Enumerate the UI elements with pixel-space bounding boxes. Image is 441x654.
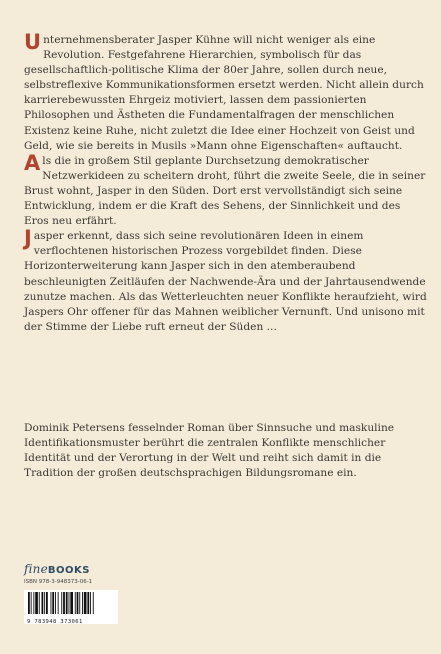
barcode-bar [84, 592, 87, 614]
barcode-bar [66, 592, 68, 614]
barcode-bar [70, 592, 73, 614]
barcode-bars-icon [27, 592, 109, 614]
dropcap-u: U [24, 30, 42, 54]
barcode-bar [93, 592, 94, 614]
barcode-bar [58, 592, 59, 614]
barcode-bar [87, 592, 89, 614]
barcode-bar [44, 592, 45, 614]
logo-books: BOOKS [47, 565, 90, 576]
blurb-paragraph-1 [24, 30, 428, 154]
barcode-bar [69, 592, 70, 614]
barcode-bar [39, 592, 40, 614]
blurb-paragraph-3-text: asper erkennt, dass sich seine revolutionären Ideen in einem verflochtenen historischen Prozess vorgebildet finden. Diese Horizonterweiterung kann Jasper sich in den atemberaubend beschleunigten Zeitläufen der Nachwende-Ära und der Jahrtausendwende zunutze machen. Als das Wetterleuchten neuer Konflikte heraufzieht, wird Jaspers Ohr offener für das Mahnen weiblicher Vernunft. Und unisono mit der Stimme der Liebe ruft erneut der Süden ... [24, 230, 427, 333]
barcode-bar [90, 592, 91, 614]
barcode-bar [42, 592, 44, 614]
barcode [24, 590, 118, 624]
summary-paragraph: Dominik Petersens fesselnder Roman über Sinnsuche und maskuline Identifikationsmuster berührt die zentralen Konflikte menschlicher Identität und der Verortung in der Welt und reiht sich damit in die Tradition der großen deutschsprachigen Bildungsromane ein. [24, 422, 395, 480]
dropcap-a: A [24, 150, 41, 175]
blurb-paragraph-1-text: nternehmensberater Jasper Kühne will nicht weniger als eine Revolution. Festgefahrene Hierarchien, symbolisch für das gesellschaftlich-politische Klima der 80er Jahre, sollen durch neue, selbstreflexive Kommunikationsformen ersetzt werden. Nicht allein durch karrierebewussten Ehrgeiz motiviert, lassen dem passionierten Philosophen und Ästheten die Fundamentalfragen der menschlichen Existenz keine Ruhe, nicht zuletzt die Idee einer Hochzeit von Geist und Geld, wie sie bereits in Musils »Mann ohne Eigenschaften« auftaucht. [24, 34, 424, 152]
barcode-bar [46, 592, 48, 614]
blurb-paragraph-2 [24, 150, 428, 229]
logo-fine: fine [24, 562, 48, 576]
barcode-bar [77, 592, 79, 614]
dropcap-j: J [24, 226, 32, 251]
barcode-bar [33, 592, 34, 614]
barcode-bar [63, 592, 65, 614]
barcode-bar [79, 592, 80, 614]
publisher-block [24, 562, 92, 585]
blurb-paragraph-3 [24, 226, 428, 335]
barcode-bar [35, 592, 38, 614]
blurb-section [24, 30, 428, 335]
barcode-bar [61, 592, 62, 614]
barcode-bar [55, 592, 56, 614]
blurb-paragraph-2-text: ls die in großem Stil geplante Durchsetzung demokratischer Netzwerkideen zu scheitern droht, führt die zweite Seele, die in seiner Brust wohnt, Jasper in den Süden. Dort erst vervollständigt sich seine Entwicklung, indem er die Kraft des Sehens, der Sinnlichkeit und des Eros neu erfährt. [24, 154, 426, 228]
isbn-text: ISBN 978-3-948373-06-1 [24, 579, 93, 585]
barcode-bar [52, 592, 54, 614]
barcode-digits: 9 783948 373061 [27, 619, 83, 625]
barcode-bar [31, 592, 32, 614]
barcode-bar [75, 592, 76, 614]
barcode-bar [28, 592, 30, 614]
barcode-bar [82, 592, 83, 614]
publisher-logo [24, 562, 92, 576]
barcode-bar [51, 592, 52, 614]
